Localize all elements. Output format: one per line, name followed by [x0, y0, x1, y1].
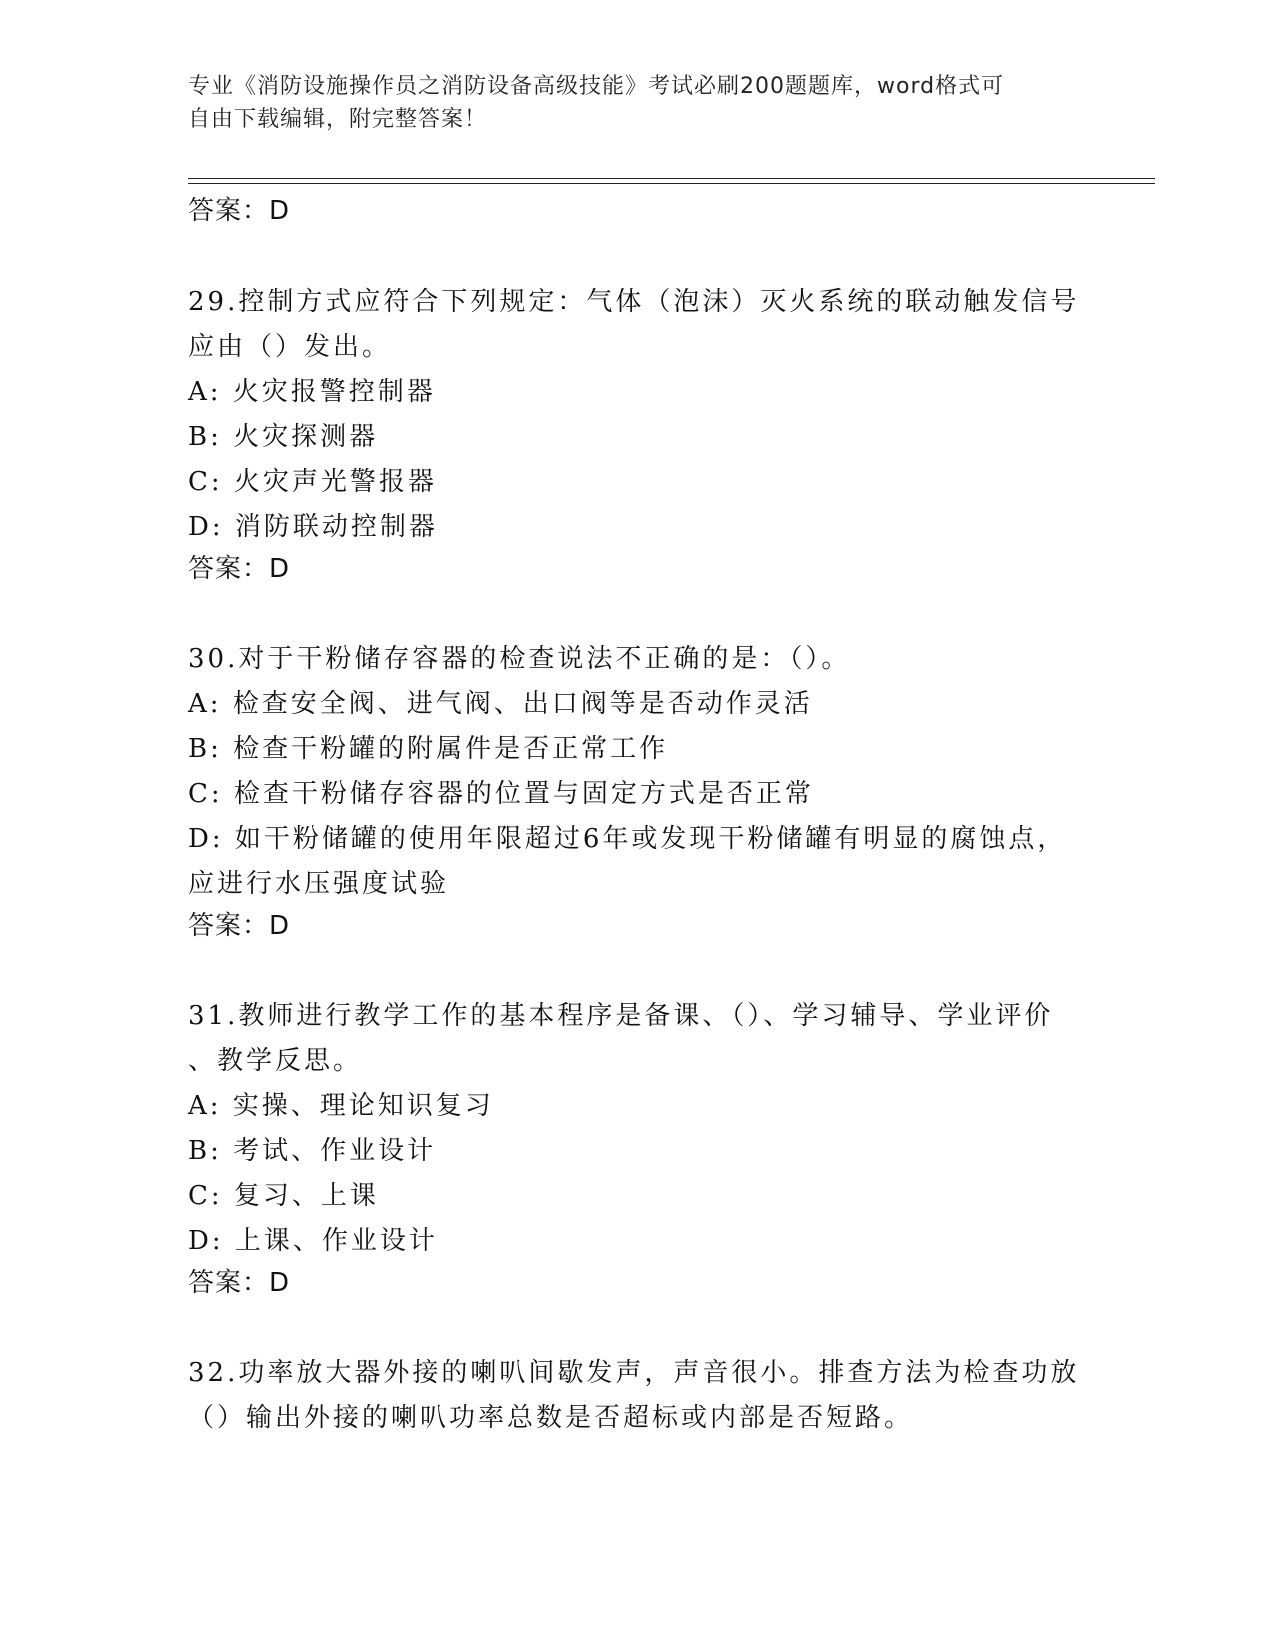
- option-b: B: 火灾探测器: [188, 422, 379, 452]
- option-a: A: 火灾报警控制器: [188, 377, 436, 407]
- header-line-1: 专业《消防设施操作员之消防设备高级技能》考试必刷200题题库，word格式可: [188, 74, 1005, 99]
- question-text: 30.对于干粉储存容器的检查说法不正确的是：（）。: [188, 644, 851, 674]
- question-text: 32.功率放大器外接的喇叭间歇发声，声音很小。排查方法为检查功放: [188, 1358, 1080, 1388]
- header-rule-top: [188, 178, 1155, 179]
- answer-line: 答案：D: [188, 554, 291, 584]
- question-text-cont: 应由（）发出。: [188, 332, 392, 362]
- question-text: 29.控制方式应符合下列规定：气体（泡沫）灭火系统的联动触发信号: [188, 287, 1080, 317]
- header-line-2: 自由下载编辑，附完整答案！: [188, 107, 488, 132]
- option-d: D: 上课、作业设计: [188, 1226, 438, 1256]
- question-text-cont: （）输出外接的喇叭功率总数是否超标或内部是否短路。: [188, 1403, 914, 1433]
- question-text: 31.教师进行教学工作的基本程序是备课、（）、学习辅导、学业评价: [188, 1001, 1054, 1031]
- question-30: [188, 637, 1088, 941]
- question-31: [188, 994, 1088, 1298]
- question-32: [188, 1351, 1088, 1441]
- option-c: C: 火灾声光警报器: [188, 467, 437, 497]
- question-text-cont: 、教学反思。: [188, 1046, 363, 1076]
- option-a: A: 实操、理论知识复习: [188, 1091, 494, 1121]
- option-d-cont: 应进行水压强度试验: [188, 869, 450, 899]
- option-a: A: 检查安全阀、进气阀、出口阀等是否动作灵活: [188, 689, 813, 719]
- header-rule-bottom: [188, 183, 1155, 184]
- answer-line: 答案：D: [188, 196, 291, 226]
- question-29: [188, 280, 1088, 584]
- document-header: [188, 70, 1068, 136]
- option-d: D: 如干粉储罐的使用年限超过6年或发现干粉储罐有明显的腐蚀点，: [188, 824, 1067, 854]
- answer-line: 答案：D: [188, 911, 291, 941]
- option-d: D: 消防联动控制器: [188, 512, 438, 542]
- option-c: C: 复习、上课: [188, 1181, 379, 1211]
- answer-line: 答案：D: [188, 1268, 291, 1298]
- option-c: C: 检查干粉储存容器的位置与固定方式是否正常: [188, 779, 814, 809]
- option-b: B: 考试、作业设计: [188, 1136, 437, 1166]
- option-b: B: 检查干粉罐的附属件是否正常工作: [188, 734, 669, 764]
- document-body: [188, 190, 1088, 1494]
